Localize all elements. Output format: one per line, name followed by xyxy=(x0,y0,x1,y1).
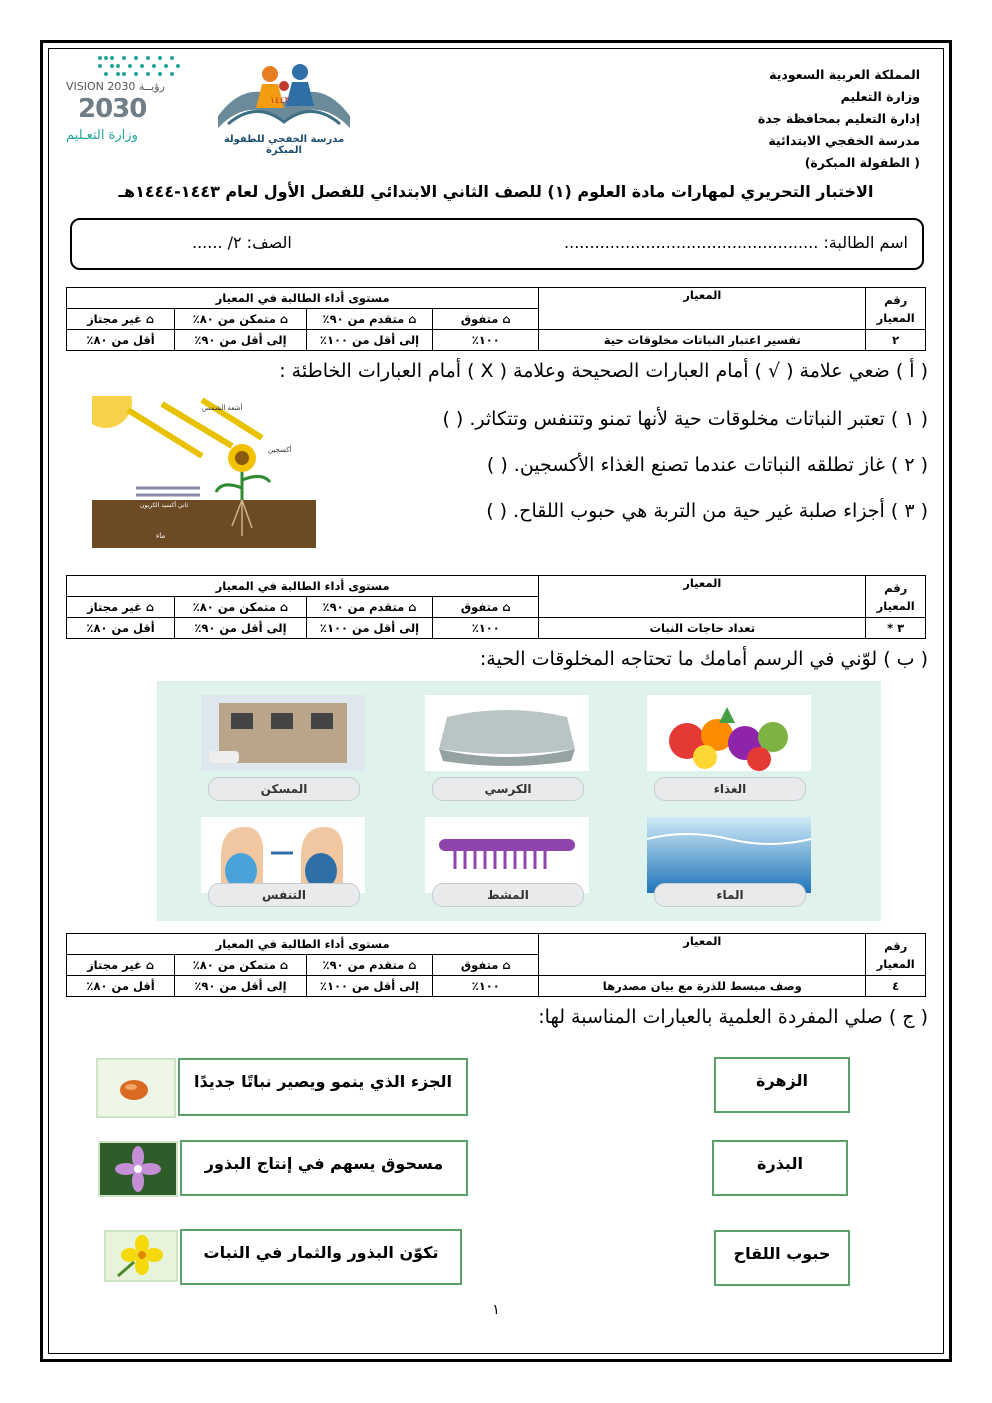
header-line: وزارة التعليم xyxy=(840,89,920,104)
rubric-criterion-header: المعيار xyxy=(539,934,866,976)
range-not-passed: أقل من ٨٠٪ xyxy=(67,618,175,639)
school-logo-text: مدرسة الخفجي للطفولة المبكرة xyxy=(223,134,345,156)
level-excellent[interactable]: ⌂ متفوق xyxy=(433,955,539,976)
level-not-passed[interactable]: ⌂ غير مجتاز xyxy=(67,309,175,330)
card-chair-label[interactable]: الكرسي xyxy=(432,777,584,801)
rubric-criterion-header: المعيار xyxy=(539,288,866,330)
level-proficient[interactable]: ⌂ متمكن من ٨٠٪ xyxy=(175,597,307,618)
header-line: إدارة التعليم بمحافظة جدة xyxy=(757,111,920,126)
vision-text: رؤيــة VISION 2030 xyxy=(66,80,165,93)
house-card-image[interactable] xyxy=(201,695,365,771)
range-excellent: ١٠٠٪ xyxy=(433,618,539,639)
range-advanced: إلى أقل من ١٠٠٪ xyxy=(306,618,433,639)
seed-icon xyxy=(96,1058,176,1118)
section-b-heading: ( ب ) لوّني في الرسم أمامك ما تحتاجه المخلوقات الحية: xyxy=(479,648,928,670)
yellow-flower-icon xyxy=(104,1230,178,1282)
co2-label: ثاني أكسيد الكربون xyxy=(140,502,189,509)
rubric-table-3 xyxy=(66,933,926,997)
rubric-criterion: تفسير اعتبار النباتات مخلوقات حية xyxy=(539,330,866,351)
rubric-num: ٤ xyxy=(866,976,926,997)
range-advanced: إلى أقل من ١٠٠٪ xyxy=(306,976,433,997)
level-proficient[interactable]: ⌂ متمكن من ٨٠٪ xyxy=(175,955,307,976)
flower-icon xyxy=(98,1141,178,1197)
rubric-table-2 xyxy=(66,575,926,639)
statement-seed-grows[interactable]: الجزء الذي ينمو ويصير نباتًا جديدًا xyxy=(178,1058,468,1116)
level-not-passed[interactable]: ⌂ غير مجتاز xyxy=(67,597,175,618)
level-not-passed[interactable]: ⌂ غير مجتاز xyxy=(67,955,175,976)
range-proficient: إلى أقل من ٩٠٪ xyxy=(175,330,307,351)
header-line: مدرسة الخفجي الابتدائية xyxy=(768,133,920,148)
rubric-criterion-header: المعيار xyxy=(539,576,866,618)
student-name-field[interactable]: اسم الطالبة: .................................................. xyxy=(564,233,908,252)
range-excellent: ١٠٠٪ xyxy=(433,976,539,997)
oxygen-label: أكسجين xyxy=(268,446,292,454)
section-a-heading: ( أ ) ضعي علامة ( √ ) أمام العبارات الصحيحة وعلامة ( X ) أمام العبارات الخاطئة : xyxy=(279,360,928,382)
range-excellent: ١٠٠٪ xyxy=(433,330,539,351)
exam-title: الاختبار التحريري لمهارات مادة العلوم (١) للصف الثاني الابتدائي للفصل الأول لعام ١٤٤٣-١٤٤٤هـ xyxy=(118,182,874,201)
rubric-criterion: وصف مبسط للذرة مع بيان مصدرها xyxy=(539,976,866,997)
rubric-level-header: مستوى أداء الطالبة في المعيار xyxy=(67,934,539,955)
breathing-card-image[interactable] xyxy=(201,817,365,893)
rubric-level-header: مستوى أداء الطالبة في المعيار xyxy=(67,576,539,597)
true-false-item-3[interactable]: ( ٣ ) أجزاء صلبة غير حية من التربة هي حبوب اللقاح. ( ) xyxy=(486,500,928,522)
section-c-heading: ( ج ) صلي المفردة العلمية بالعبارات المناسبة لها: xyxy=(538,1006,928,1028)
rubric-num-header: رقم المعيار xyxy=(866,576,926,618)
card-water-label[interactable]: الماء xyxy=(654,883,806,907)
page-number: ١ xyxy=(492,1302,500,1318)
term-pollen[interactable]: حبوب اللقاح xyxy=(714,1230,850,1286)
range-proficient: إلى أقل من ٩٠٪ xyxy=(175,618,307,639)
rubric-num: ٢ xyxy=(866,330,926,351)
rubric-table-1 xyxy=(66,287,926,351)
statement-pollen-powder[interactable]: مسحوق يسهم في إنتاج البذور xyxy=(180,1140,468,1196)
photosynthesis-image xyxy=(92,396,316,548)
term-seed[interactable]: البذرة xyxy=(712,1140,848,1196)
range-not-passed: أقل من ٨٠٪ xyxy=(67,976,175,997)
term-flower[interactable]: الزهرة xyxy=(714,1057,850,1113)
comb-card-image[interactable] xyxy=(425,817,589,893)
header-lines xyxy=(700,64,920,174)
chair-card-image[interactable] xyxy=(425,695,589,771)
card-breathing-label[interactable]: التنفس xyxy=(208,883,360,907)
sun-rays-label: أشعة الشمس xyxy=(202,404,243,412)
header-line: ( الطفولة المبكرة) xyxy=(804,155,920,170)
food-card-image[interactable] xyxy=(647,695,811,771)
student-class-field[interactable]: الصف: ٢/ ...... xyxy=(192,233,292,252)
water-card-image[interactable] xyxy=(647,817,811,893)
level-advanced[interactable]: ⌂ متقدم من ٩٠٪ xyxy=(306,309,433,330)
card-food-label[interactable]: الغذاء xyxy=(654,777,806,801)
level-advanced[interactable]: ⌂ متقدم من ٩٠٪ xyxy=(306,597,433,618)
card-house-label[interactable]: المسكن xyxy=(208,777,360,801)
true-false-item-2[interactable]: ( ٢ ) غاز تطلقه النباتات عندما تصنع الغذاء الأكسجين. ( ) xyxy=(486,454,928,476)
rubric-num-header: رقم المعيار xyxy=(866,288,926,330)
rubric-criterion: تعداد حاجات النبات xyxy=(539,618,866,639)
ministry-logo-text: وزارة التعـليم xyxy=(66,128,138,143)
school-logo xyxy=(208,56,360,156)
water-label: ماء xyxy=(156,532,166,540)
rubric-level-header: مستوى أداء الطالبة في المعيار xyxy=(67,288,539,309)
vision-2030-glyph: 2030 xyxy=(78,94,147,124)
level-advanced[interactable]: ⌂ متقدم من ٩٠٪ xyxy=(306,955,433,976)
statement-flower-forms-seeds[interactable]: تكوّن البذور والثمار في النبات xyxy=(180,1229,462,1285)
vision-2030-logo xyxy=(64,52,188,152)
living-needs-panel xyxy=(157,681,881,921)
level-excellent[interactable]: ⌂ متفوق xyxy=(433,597,539,618)
header-line: المملكة العربية السعودية xyxy=(769,67,920,82)
range-advanced: إلى أقل من ١٠٠٪ xyxy=(306,330,433,351)
card-comb-label[interactable]: المشط xyxy=(432,883,584,907)
student-info-box xyxy=(70,218,924,270)
rubric-num: ٣ * xyxy=(866,618,926,639)
range-proficient: إلى أقل من ٩٠٪ xyxy=(175,976,307,997)
range-not-passed: أقل من ٨٠٪ xyxy=(67,330,175,351)
level-excellent[interactable]: ⌂ متفوق xyxy=(433,309,539,330)
rubric-num-header: رقم المعيار xyxy=(866,934,926,976)
level-proficient[interactable]: ⌂ متمكن من ٨٠٪ xyxy=(175,309,307,330)
true-false-item-1[interactable]: ( ١ ) تعتبر النباتات مخلوقات حية لأنها تمنو وتتنفس وتتكاثر. ( ) xyxy=(442,408,928,430)
school-logo-year: ١٤٤٣ xyxy=(270,96,290,106)
